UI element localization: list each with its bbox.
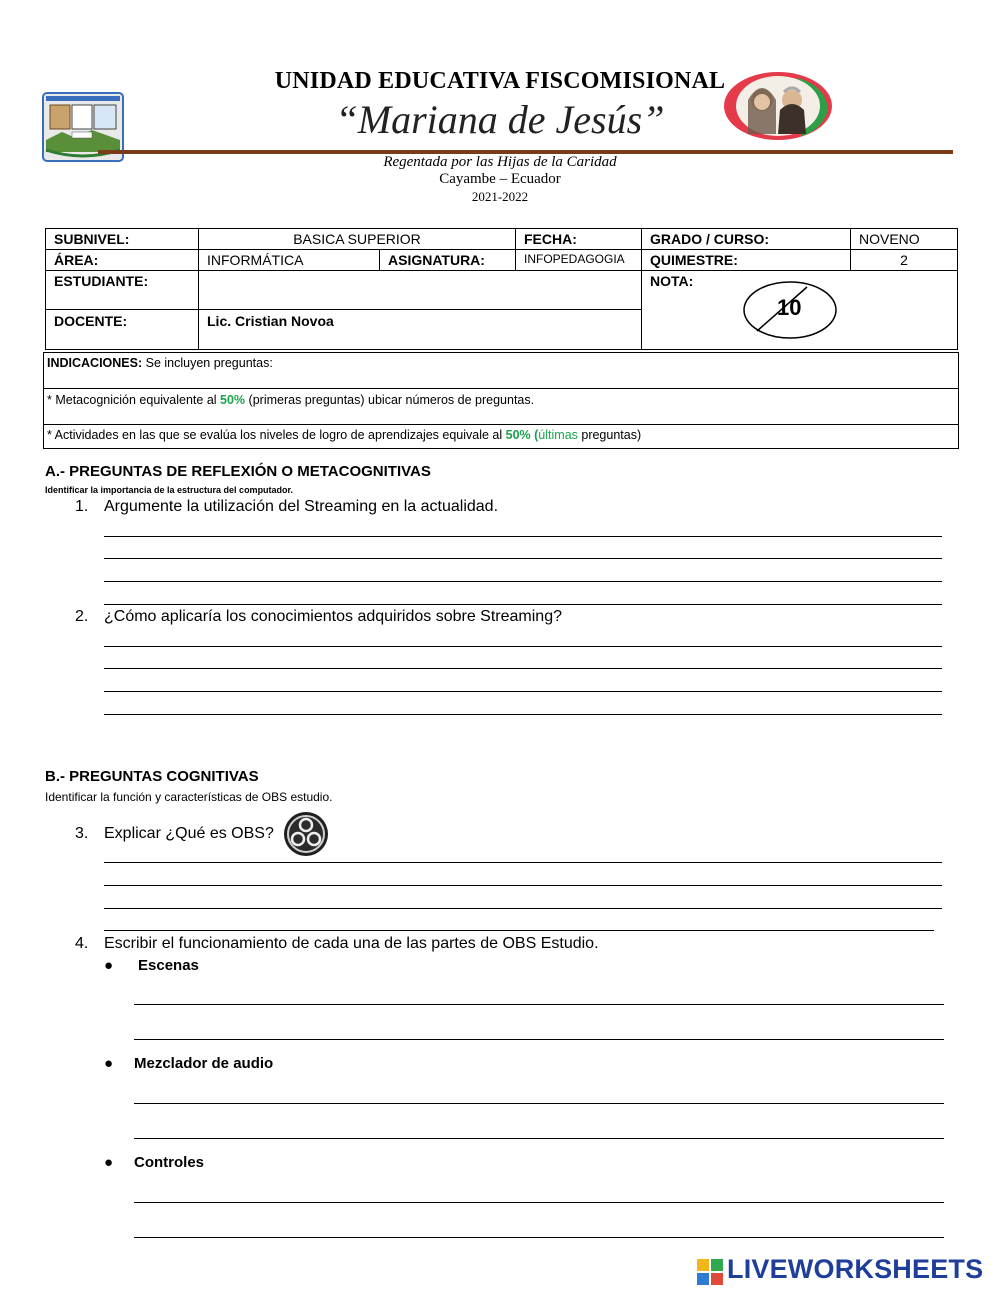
answer-line[interactable] [104,646,942,647]
estudiante-input[interactable] [199,271,642,310]
grado-value: NOVENO [851,229,958,250]
asignatura-value: INFOPEDAGOGIA [515,250,641,271]
header-subtitle: Regentada por las Hijas de la Caridad [383,154,617,170]
indicaciones-line-2: * Actividades en las que se evalúa los niveles de logro de aprendizajes equivale al 50% (últimas preguntas) [43,424,959,449]
docente-label: DOCENTE: [46,310,199,350]
docente-value: Lic. Cristian Novoa [199,310,642,350]
grado-label: GRADO / CURSO: [642,229,851,250]
answer-line[interactable] [134,1202,944,1203]
saints-emblem [722,70,834,142]
answer-line[interactable] [104,581,942,582]
header-location: Cayambe – Ecuador [439,171,561,187]
section-b-subtitle: Identificar la función y características de OBS estudio. [45,790,333,804]
area-label: ÁREA: [46,250,199,271]
asignatura-label: ASIGNATURA: [380,250,516,271]
indicaciones-line-1: * Metacognición equivalente al 50% (primeras preguntas) ubicar números de preguntas. [43,388,959,425]
school-title: UNIDAD EDUCATIVA FISCOMISIONAL [274,68,726,94]
quimestre-value: 2 [851,250,958,271]
answer-line[interactable] [104,908,942,909]
answer-line[interactable] [104,862,942,863]
indicaciones-label: INDICACIONES: [47,356,143,370]
fecha-label: FECHA: [515,229,641,250]
answer-line[interactable] [134,1004,944,1005]
nota-label: NOTA: [642,271,958,350]
answer-line[interactable] [134,1138,944,1139]
obs-logo-icon [283,811,329,857]
answer-line[interactable] [104,714,942,715]
area-value: INFORMÁTICA [199,250,380,271]
header-year: 2021-2022 [471,189,529,204]
school-name: “Mariana de Jesús” [335,97,665,142]
subnivel-label: SUBNIVEL: [46,229,199,250]
answer-line[interactable] [104,885,942,886]
answer-line[interactable] [134,1237,944,1238]
section-a-subtitle: Identificar la importancia de la estructura del computador. [45,485,294,495]
estudiante-label: ESTUDIANTE: [46,271,199,310]
answer-line[interactable] [134,1039,944,1040]
indicaciones-box [43,352,959,389]
answer-line[interactable] [104,668,942,669]
answer-line[interactable] [104,691,942,692]
liveworksheets-brand[interactable] [697,1254,997,1288]
liveworksheets-text: LIVEWORKSHEETS [727,1254,984,1284]
answer-line[interactable] [104,930,934,931]
answer-line[interactable] [104,536,942,537]
subnivel-value: BASICA SUPERIOR [199,229,516,250]
nota-score [743,281,837,339]
answer-line[interactable] [104,604,942,605]
section-a-title: A.- PREGUNTAS DE REFLEXIÓN O METACOGNITIVAS [45,463,431,480]
liveworksheets-logo-icon [697,1259,723,1285]
quimestre-label: QUIMESTRE: [642,250,851,271]
section-b-title: B.- PREGUNTAS COGNITIVAS [45,768,259,785]
answer-line[interactable] [134,1103,944,1104]
answer-line[interactable] [104,558,942,559]
nota-value: 10 [777,295,802,320]
indicaciones-text: Se incluyen preguntas: [142,356,273,370]
